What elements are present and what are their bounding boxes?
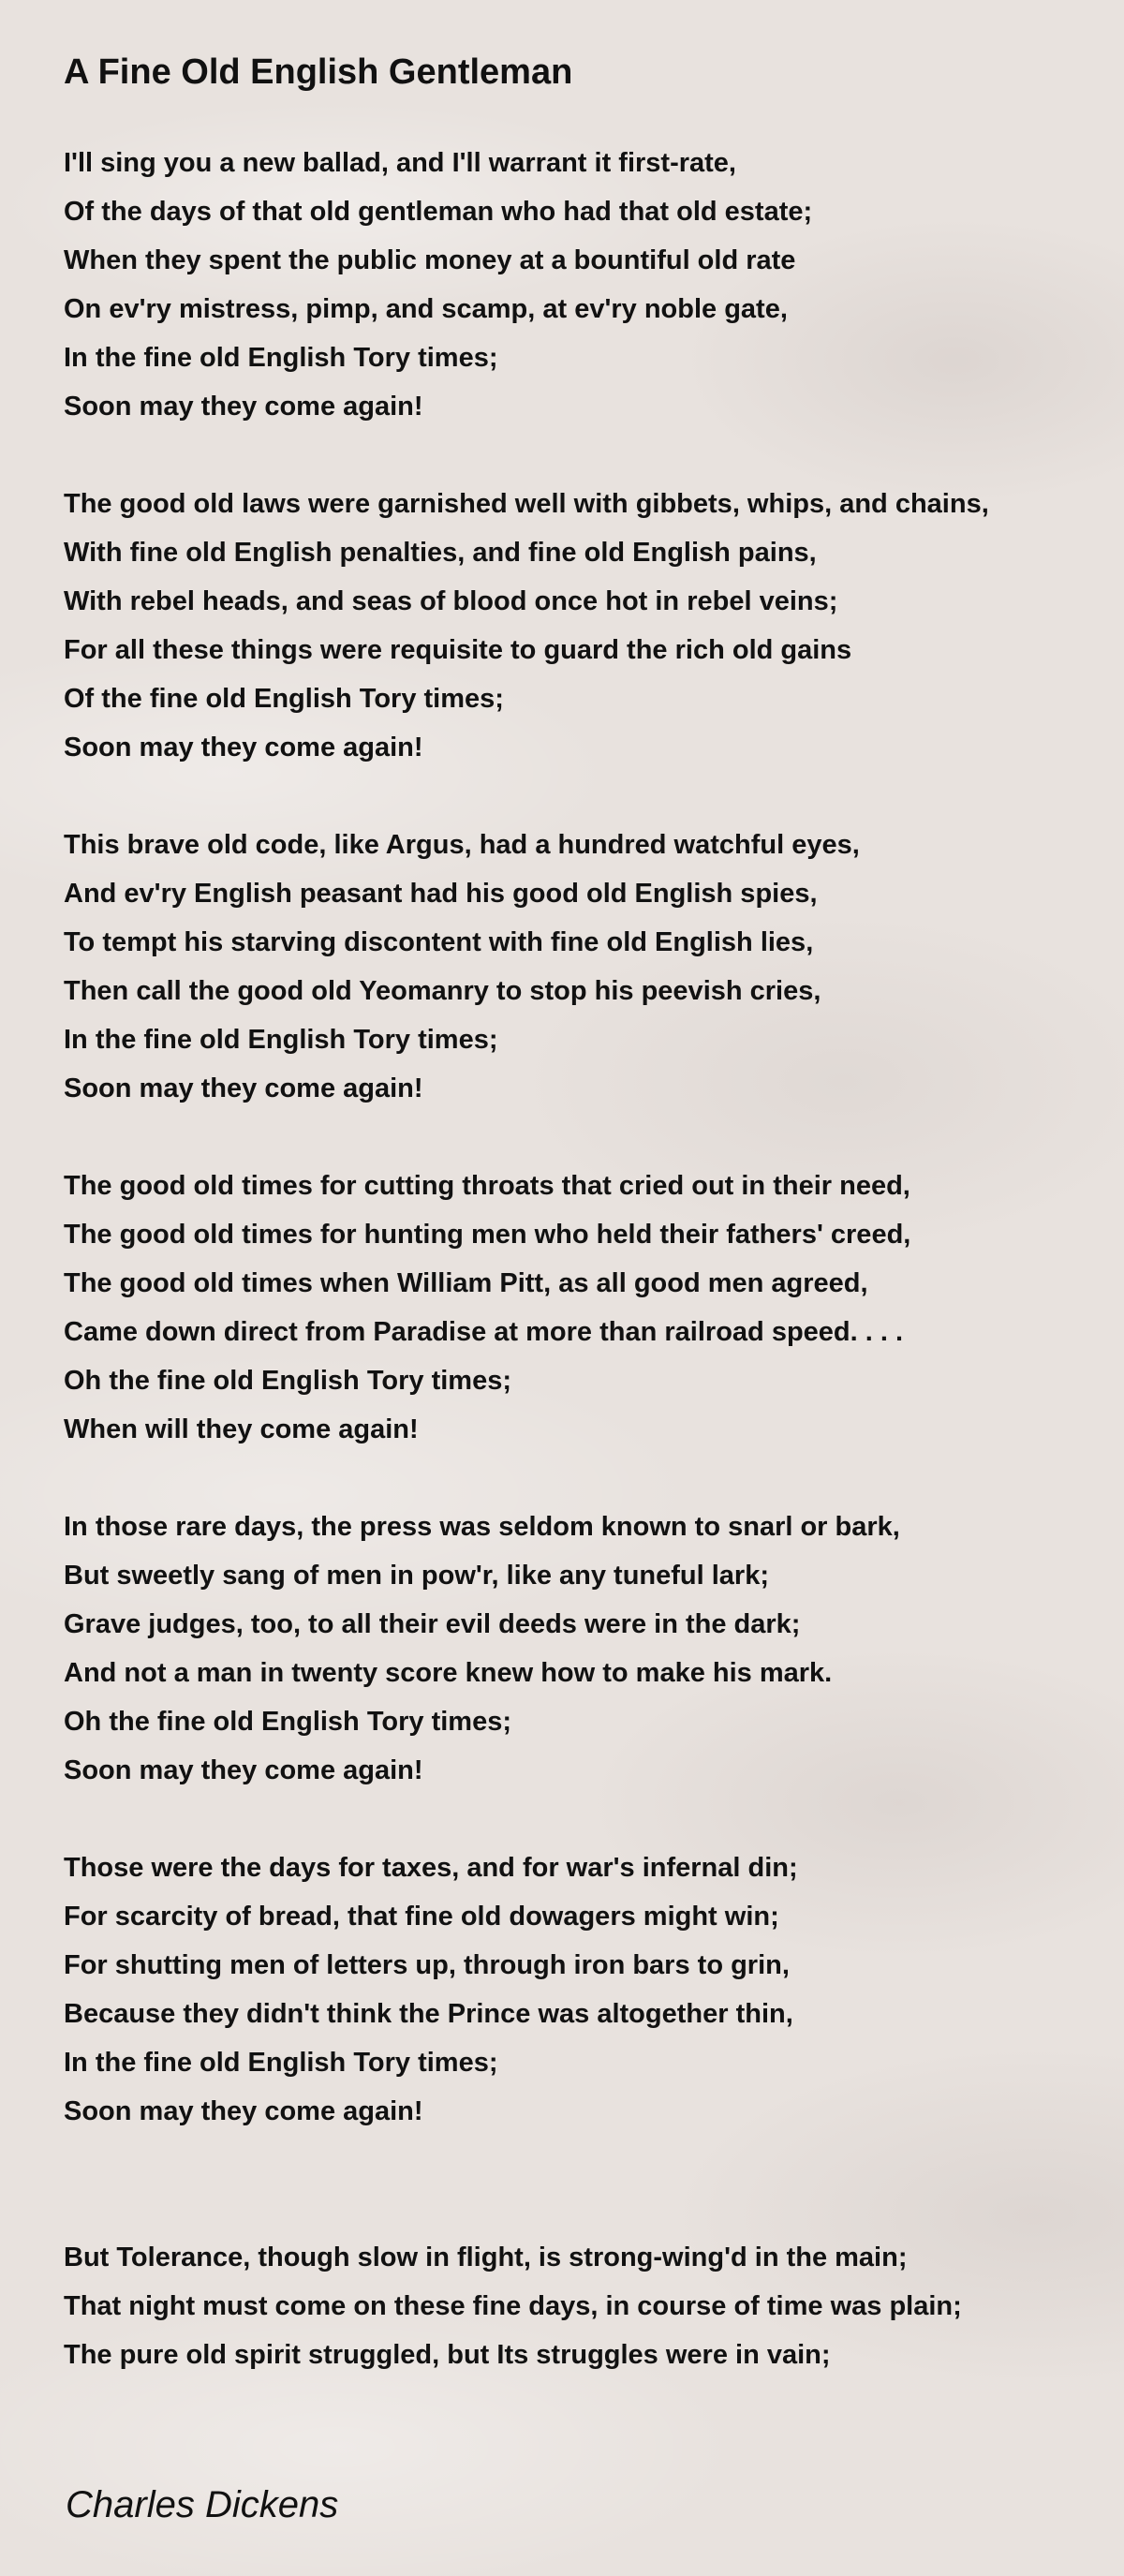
poem-line: The good old times when William Pitt, as all good men agreed, — [64, 1268, 868, 1298]
poem-line: But sweetly sang of men in pow'r, like any tuneful lark; — [64, 1561, 769, 1591]
poem-line: The good old times for cutting throats that cried out in their need, — [64, 1171, 910, 1201]
poem-line: Soon may they come again! — [64, 2096, 423, 2126]
stanza-4 — [64, 1162, 1113, 1454]
poem-line: Grave judges, too, to all their evil deeds were in the dark; — [64, 1609, 801, 1639]
poem-line: Soon may they come again! — [64, 733, 423, 762]
poem-line: And not a man in twenty score knew how to make his mark. — [64, 1658, 833, 1688]
poem-author: Charles Dickens — [66, 2484, 339, 2525]
poem-line: Of the days of that old gentleman who had that old estate; — [64, 197, 813, 227]
poem-line: Then call the good old Yeomanry to stop his peevish cries, — [64, 976, 821, 1006]
poem-line: Those were the days for taxes, and for war's infernal din; — [64, 1853, 798, 1883]
stanza-3 — [64, 821, 1113, 1113]
stanza-6 — [64, 1843, 1113, 2136]
poem-line: This brave old code, like Argus, had a hundred watchful eyes, — [64, 830, 860, 860]
stanza-2 — [64, 480, 1113, 772]
poem-line: For shutting men of letters up, through iron bars to grin, — [64, 1950, 790, 1980]
poem-line: Soon may they come again! — [64, 392, 423, 422]
poem-line: For scarcity of bread, that fine old dowagers might win; — [64, 1902, 779, 1932]
poem-line: Of the fine old English Tory times; — [64, 684, 504, 714]
poem-line: In the fine old English Tory times; — [64, 1025, 498, 1055]
poem-line: Soon may they come again! — [64, 1755, 423, 1785]
poem-line: But Tolerance, though slow in flight, is strong-wing'd in the main; — [64, 2243, 908, 2273]
poem-line: Soon may they come again! — [64, 1073, 423, 1103]
poem-line: When they spent the public money at a bountiful old rate — [64, 245, 796, 275]
poem-line: That night must come on these fine days, in course of time was plain; — [64, 2291, 962, 2321]
stanza-1 — [64, 139, 1113, 431]
poem-line: In the fine old English Tory times; — [64, 2048, 498, 2078]
poem-line: In the fine old English Tory times; — [64, 343, 498, 373]
poem-line: The good old times for hunting men who held their fathers' creed, — [64, 1220, 911, 1250]
poem-line: Came down direct from Paradise at more than railroad speed. . . . — [64, 1317, 904, 1347]
poem-body — [64, 139, 1113, 2379]
poem-line: Oh the fine old English Tory times; — [64, 1707, 511, 1737]
poem-line: To tempt his starving discontent with fine old English lies, — [64, 927, 814, 957]
poem-line: I'll sing you a new ballad, and I'll warrant it first-rate, — [64, 148, 736, 178]
poem-line: The pure old spirit struggled, but Its struggles were in vain; — [64, 2340, 831, 2370]
stanza-7 — [64, 2233, 1113, 2379]
poem-line: On ev'ry mistress, pimp, and scamp, at ev'ry noble gate, — [64, 294, 788, 324]
poem-line: In those rare days, the press was seldom known to snarl or bark, — [64, 1512, 900, 1542]
stanza-5 — [64, 1503, 1113, 1795]
poem-title: A Fine Old English Gentleman — [64, 52, 573, 92]
poem-line: When will they come again! — [64, 1414, 419, 1444]
poem-line: Oh the fine old English Tory times; — [64, 1366, 511, 1396]
poem-line: The good old laws were garnished well with gibbets, whips, and chains, — [64, 489, 989, 519]
poem-line: With fine old English penalties, and fine old English pains, — [64, 538, 817, 568]
poem-line: With rebel heads, and seas of blood once hot in rebel veins; — [64, 586, 838, 616]
poem-line: For all these things were requisite to guard the rich old gains — [64, 635, 852, 665]
poem-line: And ev'ry English peasant had his good old English spies, — [64, 879, 818, 909]
poem-line: Because they didn't think the Prince was altogether thin, — [64, 1999, 793, 2029]
